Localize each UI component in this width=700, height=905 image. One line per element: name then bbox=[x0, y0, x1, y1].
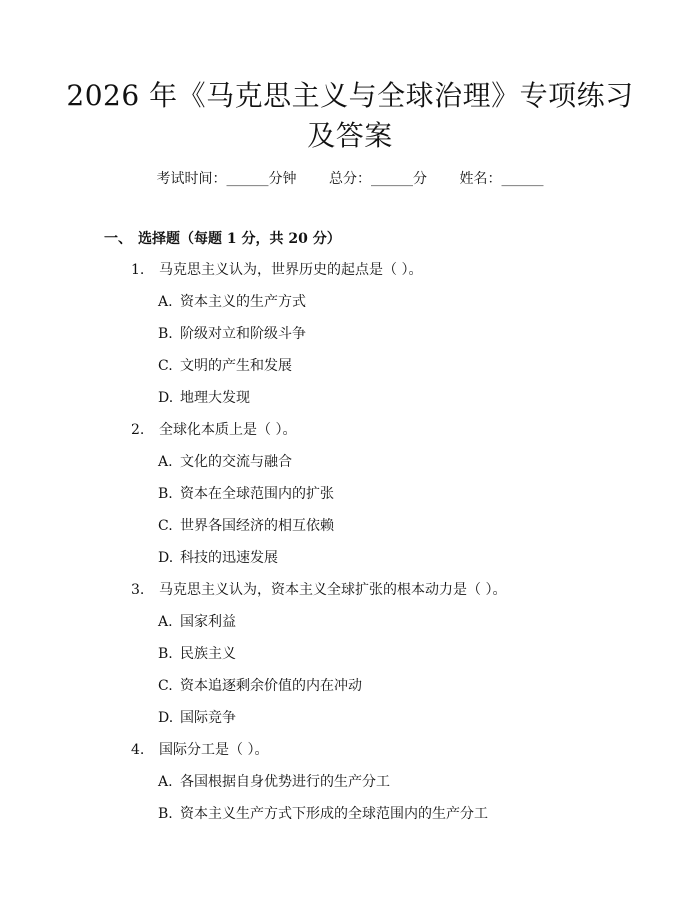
option-text: 文明的产生和发展 bbox=[180, 358, 292, 374]
option bbox=[158, 388, 250, 408]
option-text: 地理大发现 bbox=[180, 390, 250, 406]
section-heading bbox=[104, 229, 341, 249]
option-text: 资本追逐剩余价值的内在冲动 bbox=[180, 678, 362, 694]
option bbox=[158, 484, 334, 504]
option-text: 阶级对立和阶级斗争 bbox=[180, 326, 306, 342]
question-number: 4. bbox=[131, 742, 145, 758]
option bbox=[158, 804, 488, 824]
option-letter: D. bbox=[158, 550, 174, 566]
question bbox=[131, 740, 268, 760]
option-letter: B. bbox=[158, 806, 173, 822]
title-line-2: 及答案 bbox=[307, 119, 393, 152]
exam-score: 总分：______分 bbox=[329, 171, 427, 187]
option-letter: B. bbox=[158, 326, 173, 342]
option bbox=[158, 676, 362, 696]
option-text: 文化的交流与融合 bbox=[180, 454, 292, 470]
option-text: 国际竞争 bbox=[180, 710, 236, 726]
option-letter: D. bbox=[158, 710, 174, 726]
option-text: 资本主义生产方式下形成的全球范围内的生产分工 bbox=[180, 806, 488, 822]
option bbox=[158, 772, 390, 792]
question bbox=[131, 580, 506, 600]
option bbox=[158, 708, 236, 728]
option-text: 国家利益 bbox=[180, 614, 236, 630]
option bbox=[158, 356, 292, 376]
option-letter: D. bbox=[158, 390, 174, 406]
question-number: 3. bbox=[131, 582, 145, 598]
option-letter: A. bbox=[158, 294, 173, 310]
option-text: 资本主义的生产方式 bbox=[180, 294, 306, 310]
question bbox=[131, 420, 296, 440]
question-number: 2. bbox=[131, 422, 145, 438]
option-letter: A. bbox=[158, 614, 173, 630]
option-text: 资本在全球范围内的扩张 bbox=[180, 486, 334, 502]
option bbox=[158, 324, 306, 344]
exam-name: 姓名：______ bbox=[459, 171, 544, 187]
option-letter: B. bbox=[158, 646, 173, 662]
exam-time: 考试时间：______分钟 bbox=[156, 171, 297, 187]
option bbox=[158, 516, 334, 536]
title-line-1: 2026 年《马克思主义与全球治理》专项练习 bbox=[66, 79, 634, 112]
section-label: 选择题（每题 1 分，共 20 分） bbox=[138, 231, 341, 247]
option-text: 科技的迅速发展 bbox=[180, 550, 278, 566]
question-text: 马克思主义认为，世界历史的起点是（ ）。 bbox=[159, 262, 423, 278]
option-letter: A. bbox=[158, 774, 173, 790]
option bbox=[158, 612, 236, 632]
question-text: 国际分工是（ ）。 bbox=[159, 742, 269, 758]
option-text: 民族主义 bbox=[180, 646, 236, 662]
option-text: 各国根据自身优势进行的生产分工 bbox=[180, 774, 390, 790]
option-letter: B. bbox=[158, 486, 173, 502]
option-letter: C. bbox=[158, 678, 173, 694]
option bbox=[158, 548, 278, 568]
question-text: 全球化本质上是（ ）。 bbox=[159, 422, 297, 438]
option-letter: C. bbox=[158, 518, 173, 534]
question bbox=[131, 260, 422, 280]
option bbox=[158, 452, 292, 472]
document-title bbox=[0, 76, 700, 156]
option-letter: A. bbox=[158, 454, 173, 470]
exam-meta bbox=[0, 169, 700, 189]
option bbox=[158, 644, 236, 664]
question-number: 1. bbox=[131, 262, 145, 278]
option-text: 世界各国经济的相互依赖 bbox=[180, 518, 334, 534]
option-letter: C. bbox=[158, 358, 173, 374]
section-number: 一、 bbox=[104, 231, 132, 247]
option bbox=[158, 292, 306, 312]
question-text: 马克思主义认为，资本主义全球扩张的根本动力是（ ）。 bbox=[159, 582, 507, 598]
